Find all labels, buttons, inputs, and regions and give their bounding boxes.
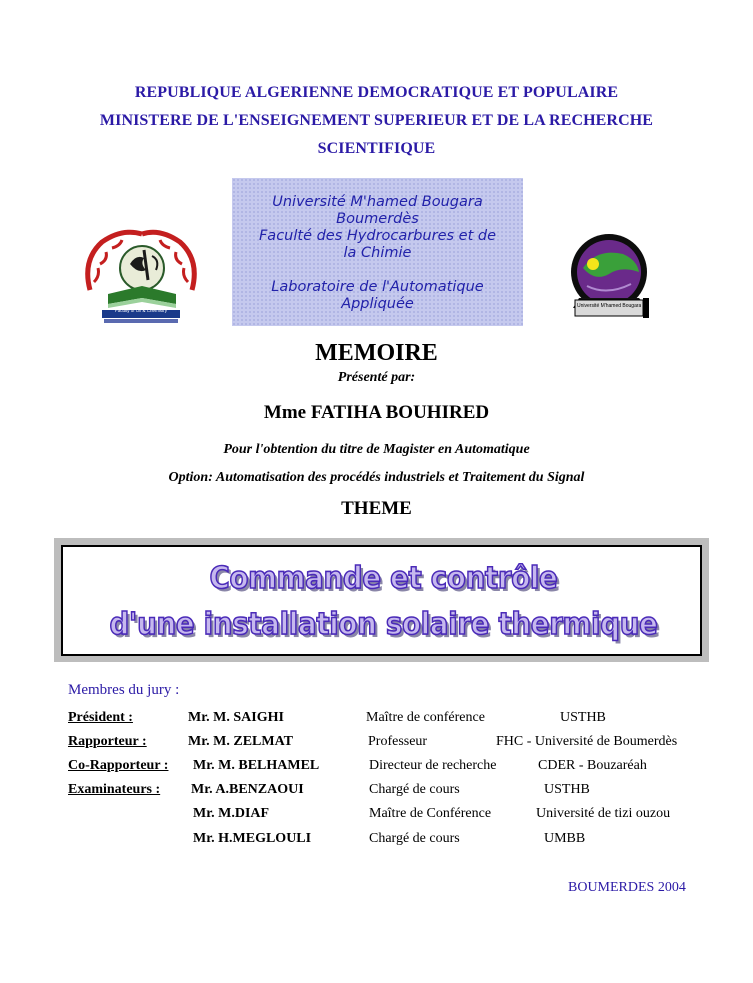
presented-by: Présenté par: <box>337 370 416 385</box>
jury-name-rapporteur: Mr. M. ZELMAT <box>188 734 293 749</box>
thesis-title-line2: d'une installation solaire thermique <box>109 607 658 642</box>
jury-inst-president: USTHB <box>560 710 606 725</box>
jury-inst-rapporteur: FHC - Université de Boumerdès <box>496 734 678 749</box>
jury-inst-examinateur-3: UMBB <box>544 831 586 846</box>
jury-inst-corapporteur: CDER - Bouzaréah <box>538 758 647 773</box>
header-ministry: MINISTERE DE L'ENSEIGNEMENT SUPERIEUR ET DE LA RECHERCHE <box>99 112 654 129</box>
jury-grade-examinateur-2: Maître de Conférence <box>369 806 492 821</box>
banner-faculty-cont: la Chimie <box>343 245 412 261</box>
faculty-logo-caption: Faculty of Oil & Chemistry <box>114 308 167 313</box>
thesis-title-line1: Commande et contrôle <box>209 561 558 596</box>
university-logo <box>553 228 666 326</box>
memoire-heading: MEMOIRE <box>315 340 438 366</box>
jury-inst-examinateur-1: USTHB <box>544 782 590 797</box>
degree-line: Pour l'obtention du titre de Magister en Automatique <box>223 442 530 457</box>
banner-lab: Laboratoire de l'Automatique <box>271 279 484 295</box>
option-line: Option: Automatisation des procédés industriels et Traitement du Signal <box>168 470 585 485</box>
jury-role-rapporteur: Rapporteur : <box>68 734 147 749</box>
header-republic: REPUBLIQUE ALGERIENNE DEMOCRATIQUE ET POPULAIRE <box>134 84 619 101</box>
theme-heading: THEME <box>341 498 412 519</box>
university-logo-caption: Université M'hamed Bougara <box>577 303 641 309</box>
jury-name-examinateur-3: Mr. H.MEGLOULI <box>193 831 312 846</box>
university-globe-emblem-icon <box>553 228 666 326</box>
jury-name-president: Mr. M. SAIGHI <box>188 710 284 725</box>
jury-heading: Membres du jury : <box>68 682 180 698</box>
thesis-title-box <box>54 538 709 662</box>
jury-grade-corapporteur: Directeur de recherche <box>369 758 497 773</box>
jury-grade-examinateur-3: Chargé de cours <box>369 831 460 846</box>
jury-role-president: Président : <box>68 710 133 725</box>
jury-inst-examinateur-2: Université de tizi ouzou <box>536 806 671 821</box>
jury-grade-examinateur-1: Chargé de cours <box>369 782 460 797</box>
jury-grade-president: Maître de conférence <box>366 710 485 725</box>
banner-lab-cont: Appliquée <box>341 296 414 312</box>
banner-city: Boumerdès <box>336 211 419 227</box>
header-scientific: SCIENTIFIQUE <box>317 140 436 157</box>
jury-role-corapporteur: Co-Rapporteur : <box>68 758 169 773</box>
place-year: BOUMERDES 2004 <box>568 880 686 895</box>
jury-grade-rapporteur: Professeur <box>368 734 428 749</box>
author-name: Mme FATIHA BOUHIRED <box>263 402 490 423</box>
faculty-logo <box>72 220 210 328</box>
banner-faculty: Faculté des Hydrocarbures et de <box>258 228 497 244</box>
jury-name-examinateur-2: Mr. M.DIAF <box>193 806 270 821</box>
banner-university: Université M'hamed Bougara <box>272 194 483 210</box>
jury-name-examinateur-1: Mr. A.BENZAOUI <box>191 782 304 797</box>
jury-name-corapporteur: Mr. M. BELHAMEL <box>193 758 320 773</box>
jury-role-examinateurs: Examinateurs : <box>68 782 161 797</box>
university-banner <box>232 178 523 326</box>
